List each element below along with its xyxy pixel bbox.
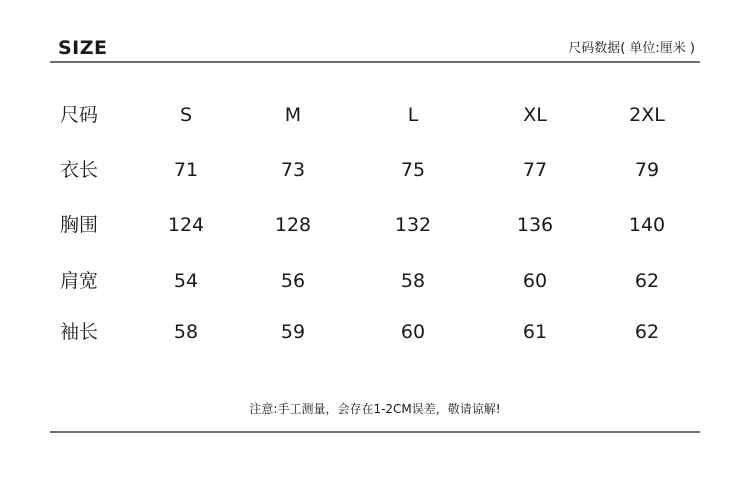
column-header-l: L: [407, 104, 419, 126]
table-cell: 58: [173, 321, 199, 343]
table-cell: 62: [634, 321, 660, 343]
table-cell: 56: [280, 270, 306, 292]
row-label: 胸围: [60, 214, 99, 236]
measurement-footnote: 注意:手工测量，会存在1-2CM误差，敬请谅解!: [249, 402, 501, 416]
table-cell: 60: [400, 321, 426, 343]
table-cell: 73: [280, 159, 306, 181]
column-header-s: S: [179, 104, 193, 126]
column-header-2xl: 2XL: [629, 104, 665, 126]
size-title: SIZE: [58, 37, 108, 59]
row-label: 肩宽: [60, 270, 99, 292]
table-cell: 140: [628, 214, 666, 236]
row-label: 袖长: [60, 321, 99, 343]
bottom-divider: [50, 431, 700, 433]
table-cell: 62: [634, 270, 660, 292]
table-cell: 61: [522, 321, 548, 343]
table-cell: 54: [173, 270, 199, 292]
unit-note: 尺码数据( 单位:厘米 ): [568, 41, 695, 56]
table-cell: 124: [167, 214, 205, 236]
table-cell: 60: [522, 270, 548, 292]
table-cell: 58: [400, 270, 426, 292]
table-cell: 77: [522, 159, 548, 181]
column-header-m: M: [284, 104, 302, 126]
table-cell: 79: [634, 159, 660, 181]
table-cell: 132: [394, 214, 432, 236]
row-label: 衣长: [60, 159, 99, 181]
table-cell: 128: [274, 214, 312, 236]
table-cell: 71: [173, 159, 199, 181]
table-cell: 75: [400, 159, 426, 181]
corner-label: 尺码: [60, 104, 99, 126]
table-cell: 136: [516, 214, 554, 236]
column-header-xl: XL: [523, 104, 547, 126]
table-cell: 59: [280, 321, 306, 343]
